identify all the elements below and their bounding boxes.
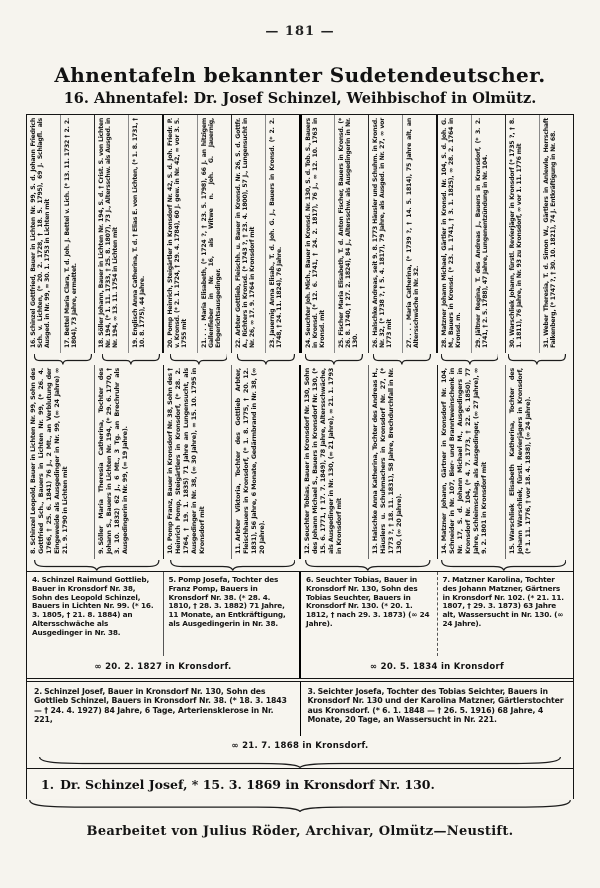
ancestor-entry-text: 24.Seuchter Joh. Mich., Bauer in Kronsd. Nr. 130, S. d. Tob. S., Bauers in Kronsd. (* 12. 6. 1741, † 24. 2. 1817), 76 J., ∞ 12. 10. 1763 in Kronsd. mit <box>304 118 326 348</box>
ancestor-entry <box>27 365 95 559</box>
ancestor-entry <box>61 115 95 353</box>
brace-row-4 <box>27 559 573 571</box>
brace-icon <box>441 353 499 365</box>
generation-16-31-row <box>27 115 573 353</box>
ancestor-entry-text: 13.Halschke Anna Katherina, Tochter des Andreas H., Häuslers u. Schuhmachers in Kronsdorf Nr. 27, (* 1773 ?, † 18. 11. 1831), 58 Jahre, Brechdurchfall in Nr. 130, (∞ 20 Jahre). <box>371 368 403 554</box>
brace-icon <box>373 353 431 365</box>
ancestor-entry-text: 16.Schinzel Gottfried, Bauer in Lichten Nr. 99, S. d. Johann Friedrich Sch. v. Lichten, (* 20. 2. 1728, † 18. 5. 1795), 69 J. Schlagfl. als Ausged. in Nr. 99, ∞ 30. 1. 1753 in Lichten mit <box>30 118 52 348</box>
ancestor-entry-text: 25.Fischer Maria Elisabeth, T. d. Anton Fischer, Bauers in Kronsd. (* 26. 8. 1740, † 27. 2. 1824), 84 J., Altersschw. als Ausgedingerin in Nr. 130. <box>338 118 360 348</box>
ancestor-entry <box>369 365 437 559</box>
cells-4-5 <box>27 572 299 656</box>
brace-icon <box>170 353 228 365</box>
brace-icon <box>34 559 160 571</box>
brace-icon <box>237 353 295 365</box>
generation-2-3-row <box>27 681 573 756</box>
ancestor-entry-text: 21.. . . Maria Elisabeth, (* 1724 ?, † 23. 5. 1798), 66 J. an hitzigem Gallenfieber in Nr. 16, als Witwe n. Joh. G. Jauernig, Erbgerichtsausgedinger. <box>200 118 222 348</box>
generation-1-row <box>27 768 573 799</box>
ancestor-entry <box>232 115 266 353</box>
ancestor-entry <box>438 115 472 353</box>
ancestor-entry <box>506 365 573 559</box>
marriage-line-1834: ∞ 20. 5. 1834 in Kronsdorf <box>369 662 505 672</box>
ancestor-entry <box>540 115 573 353</box>
ancestor-entry: 3. Seichter Josefa, Tochter des Tobias Seichter, Bauers in Kronsdorf Nr. 130 und der Karolina Matzner, Gärtlerstochter aus Kronsdorf. (* 6. 1. 1848 — † 26. 5. 1916) 68 Jahre, 4 Monate, 20 Tage, an Wassersucht in Nr. 221. <box>307 687 564 724</box>
ancestor-entry-text: 27.. . . Maria Catherina, (* 1739 ?, † 14. 5. 1814), 75 Jahre alt, an Altersschwäche in Nr. 32. <box>406 118 421 348</box>
brace-icon <box>305 559 431 571</box>
ancestor-entry-text: 23.Jauernig Anna Elisab., T. d. Joh. G. J., Bauers in Kronsd. (* 2. 2. 1748, † 24. 11. 1824), 76 Jahre. <box>268 118 283 348</box>
brace-icon <box>37 756 563 768</box>
ancestor-entry <box>302 115 336 353</box>
page-subtitle: 16. Ahnentafel: Dr. Josef Schinzel, Weihbischof in Olmütz. <box>63 90 537 107</box>
maternal-grandparents-group <box>301 572 573 678</box>
ancestor-entry-text: 22.Arbter Gottlieb, Fleischh. u. Bauer in Kronsd. Nr. 26, S. d. Gottfr. A., Richters in Kronsd. (* 1743 ?, † 23. 4. 1800), 57 J., Lungensucht in Nr. 26, ∞ 17. 9. 1764 in Kronsdorf mit <box>234 118 256 348</box>
proband-number: 1. <box>41 776 55 792</box>
ancestor-entry-text: 31.Weber Theresia, T. d. Simon W., Gärtlers in Anlewle, Herrschaft Falkenberg, (* 1747 ?, † 30. 10. 1821), 74 J. Entkräftigung in Nr. 68. <box>543 118 558 348</box>
ancestor-entry <box>27 115 61 353</box>
scanned-book-page <box>0 24 600 888</box>
cells-2-3 <box>27 682 573 736</box>
ancestor-entry-text: 11.Arbter Viktoria, Tochter des Gottlieb Arbter, Fleischhauers in Kronsdorf, (* 1. 8. 1775, † 20. 12. 1831), 56 Jahre, 6 Monate, Gedärmbrand in Nr. 38, (∞ 20 Jahre). <box>233 368 266 554</box>
ancestor-entry <box>95 115 129 353</box>
brace-icon <box>441 559 567 571</box>
ancestor-entry <box>95 365 163 559</box>
ahnentafel-table <box>26 114 574 799</box>
ancestor-entry-text: 18.Söller Johann, Bauer in Lichten Nr. 194, S. d. † Crist. S. von Lichten Nr. 194, (* 1. 11. 1733, † 25. 8. 1807), 73 J., Altersschw. als Ausged. in Nr. 194, ∞ 13. 11. 1754 in Lichten mit <box>97 118 120 348</box>
ancestor-entry <box>129 115 164 353</box>
ancestor-entry-text: 15.Warschliek Elisabeth Katherina, Tochter des Johann Warschliek, fürstl. Revierjägers in Kronsdorf, (* 1. 11. 1776, † vor 18. 4. 1838), (∞ 24 Jahre). <box>507 368 532 554</box>
ancestor-entry-text: 9.Söller Maria Theresia Catherina, Tochter des Johann S., Bauers in Lichten Nr. 194, (* 29. 6. 1770, † 3. 10. 1832) 62 J., 6 Mt., 3 Tg. an Brechruhr als Ausgedingerin in Nr. 99, (∞ 19 Jahre). <box>97 368 129 554</box>
ancestor-entry <box>301 365 369 559</box>
ancestor-entry: 5. Pomp Josefa, Tochter des Franz Pomp, Bauers in Kronsdorf Nr. 38. (* 28. 4. 1810, † 28. 3. 1882) 71 Jahre, 11 Monate, an Entkräftigung, als Ausgedingerin in Nr. 38. <box>168 575 286 628</box>
ancestor-entry <box>266 115 302 353</box>
ancestor-entry-text: 28.Matzner Johann Michael, Gärtler in Kronsd. Nr. 104, S. d. Joh. G. M., Bauers in Kronsd. (* 23. 1. 1741, † 3. 1. 1825), ∞ 28. 2. 1764 in Kronsd. m. <box>441 118 463 348</box>
ancestor-entry-text: 26.Halschke Andreas, seit 9. 8. 1773 Häusler und Schuhm. in Kronsd. Nr. 32, (* 1738 ?, † 5. 4. 1817), 79 Jahre, als Ausged. in Nr. 27, ∞ vor 1773 mit <box>372 118 394 348</box>
ancestor-entry <box>335 115 369 353</box>
brace-icon <box>305 353 363 365</box>
bottom-brace-icon <box>27 799 573 812</box>
brace-icon <box>34 353 92 365</box>
cells-6-7 <box>301 572 573 656</box>
ancestor-entry: 4. Schinzel Raimund Gottlieb, Bauer in Kronsdorf Nr. 38, Sohn des Leopold Schinzel, Bauers in Lichten Nr. 99. (* 16. 3. 1805, † 21. 8. 1884) an Altersschwäche als Ausgedinger in Nr. 38. <box>27 572 164 656</box>
brace-icon <box>170 559 296 571</box>
ancestor-entry-text: 30.Warschliek Johann, fürstl. Revierjäger in Kronsdorf (* 1735 ?, † 8. 1. 1811), 76 Jahre, in Nr. 93 zu Kronsdorf, ∞ vor 1. 11. 1776 mit <box>509 118 524 348</box>
ancestor-entry-text: 29.Jältner Regina, T. des Andreas J., Bauers in Kronsdorf, (* 3. 2. 1741, † 2. 5. 1788), 47 Jahre, Lungenentzündung in Nr. 104. <box>475 118 490 348</box>
proband-text: Dr. Schinzel Josef, * 15. 3. 1869 in Kronsdorf Nr. 130. <box>60 776 435 792</box>
ancestor-entry: 2. Schinzel Josef, Bauer in Kronsdorf Nr. 130, Sohn des Gottlieb Schinzel, Bauers in Kronsdorf Nr. 38. (* 18. 3. 1843 — † 24. 4. 1927) 84 Jahre, 6 Tage, Arteriensklerose in Nr. 221, <box>27 682 301 736</box>
page-title: Ahnentafeln bekannter Sudetendeutscher. <box>54 63 546 87</box>
marriage-line-1827: ∞ 20. 2. 1827 in Kronsdorf. <box>94 662 232 672</box>
ancestor-entry <box>232 365 301 559</box>
brace-icon <box>508 353 566 365</box>
ancestor-entry-text: 8.Schinzel Leopold, Bauer in Lichten Nr. 99, Sohn des Gottfried Sch., Bauers in Lichten Nr. 99, (* 26. 4. 1766, † 25. 6. 1841) 76 J., 2 Mt., an Verblutung der Eingeweide als Ausgedinger in Nr. 99, (∞ 24 Jahre) ∞ 21. 9. 1790 in Lichten mit <box>29 368 69 554</box>
ancestor-entry-text: 17.Bettel Maria Clara, T. d. Joh. J. Bettel v. Lich. (* 13. 11. 1732 † 2. 2. 1804), 73 Jahre, ermattet. <box>63 118 79 348</box>
ancestor-entry-text: 20.Pomp Heinrich, Steigärtler in Kronsdorf Nr. 42, S. d. Joh. Friedr. P. v. Kronsd. (* 2. 1. 1724, † 29. 4. 1784), 60 J. gew. in Nr. 42, ∞ vor 3. 5. 1755 mit <box>166 118 188 348</box>
ancestor-entry <box>472 115 506 353</box>
ancestor-entry-text: 10.Pomp Franz, Bauer in Kronsdorf Nr. 38, Sohn des † Heinrich Pomp, Steigärtlers in Kronsdorf, (* 28. 2. 1764, † 19. 1. 1835) 71 Jahre an Lungensucht, als Ausgedinger in Nr. 38, (∞ 30 Jahre), ∞ 15. 10. 1795 in Kronsdorf mit <box>165 368 206 554</box>
page-number: — 181 — <box>265 24 335 39</box>
brace-icon <box>102 353 160 365</box>
ancestor-entry-text: 12.Seuchter Tobias, Bauer in Kronsdorf Nr. 130, Sohn des Johann Michael S., Bauers in Kronsdorf Nr. 130, (* 15. 6. 1771, † 17. 7. 1849), 78 Jahre, Altersschwäche, als Ausgedinger in Nr. 130, (∞ 21 Jahre), ∞ 21. 1. 1793 in Kronsdorf mit <box>303 368 343 554</box>
ancestor-entry <box>506 115 540 353</box>
ancestor-entry <box>403 115 438 353</box>
ancestor-entry <box>369 115 403 353</box>
ancestor-entry <box>164 115 198 353</box>
ancestor-entry-text: 19.Englisch Anna Catherina, T. d. † Elias E. von Lichten, (* 1. 8. 1731, † 10. 8. 1775), 44 Jahre. <box>131 118 146 348</box>
brace-row-8 <box>27 353 573 365</box>
paternal-grandparents-group <box>27 572 301 678</box>
ancestor-entry-text: 14.Matzner Johann, Gärtner in Kronsdorf Nr. 104, Schneider in Nr. 107, Bier- und Branntweinschenk in Nr. 17, S. d. Johann Michael M., Ausgedingers in Kronsdorf Nr. 104, (* 4. 7. 1773, † 22. 6. 1850), 77 Jahre, Schleimschlag, als Ausgedinger, (∞ 27 Jahre), ∞ 9. 2. 1801 in Kronsdorf mit <box>439 368 488 554</box>
brace-row-1 <box>27 756 573 768</box>
ancestor-entry <box>164 365 232 559</box>
generation-4-7-row <box>27 571 573 679</box>
ancestor-entry <box>438 365 506 559</box>
editor-credit: Bearbeitet von Julius Röder, Archivar, Olmütz—Neustift. <box>86 824 514 839</box>
ancestor-entry <box>198 115 232 353</box>
marriage-line-1868: ∞ 21. 7. 1868 in Kronsdorf. <box>231 741 369 751</box>
ancestor-entry: 6. Seuchter Tobias, Bauer in Kronsdorf Nr. 130, Sohn des Tobias Seuchter, Bauers in Kronsdorf Nr. 130. (* 20. 1. 1812, † nach 29. 3. 1873) (∞ 24 Jahre). <box>301 572 438 656</box>
ancestor-entry: 7. Matzner Karolina, Tochter des Johann Matzner, Gärtners in Kronsdorf Nr. 102. (* 21. 11. 1807, † 29. 3. 1873) 63 Jahre alt, Wassersucht in Nr. 130. (∞ 24 Jahre). <box>442 575 564 628</box>
generation-8-15-row <box>27 365 573 559</box>
